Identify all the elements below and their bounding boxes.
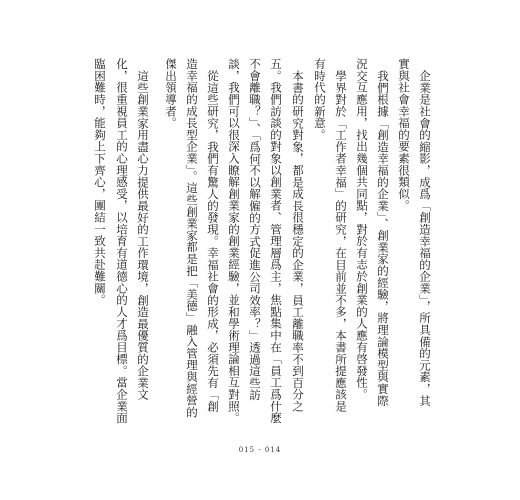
text-column: 這些創業家用盡心力提供最好的工作環境，創造最優質的企業文 (136, 70, 150, 401)
text-column: 況交互應用，找出幾個共同點，對於有志於創業的人應有啓發性。 (355, 58, 369, 401)
text-column: 不會離職？」、「爲何不以解僱的方式促進公司效率？」透過這些訪 (248, 58, 262, 401)
text-column: 化，很重視員工的心理感受，以培育有道德心的人才爲目標。當企業面 (115, 58, 129, 424)
text-column: 本書的研究對象，都是成長很穩定的企業，員工離職率不到百分之 (291, 70, 305, 413)
text-column: 從這些研究，我們有驚人的發現。幸福社會的形成，必須先有「創 (206, 70, 220, 413)
text-column: 造幸福的成長型企業」。這些創業家都是把「美德」融入管理與經營的 (185, 58, 199, 419)
text-column: 談，我們可以很深入瞭解創業家的創業經驗，並和學術理論相互對照。 (227, 58, 241, 424)
text-column: 企業是社會的縮影，成爲「創造幸福的企業」，所具備的元素，其 (418, 70, 432, 407)
text-column: 臨困難時，能夠上下齊心，團結一致共赴難關。 (93, 58, 107, 306)
text-column: 五。我們訪談的對象以創業者、管理層爲主，焦點集中在「員工爲什麼 (269, 58, 283, 424)
text-column: 實與社會幸福的要素很類似。 (397, 58, 411, 212)
text-column: 傑出領導者。 (164, 58, 178, 129)
text-column: 學界對於「工作者幸福」的研究，在目前並不多，本書所提應該是 (334, 70, 348, 413)
text-column: 我們根據「創造幸福的企業」、創業家的經驗，將理論模型與實際 (376, 70, 390, 407)
text-column: 有時代的新意。 (313, 58, 327, 141)
page-number: 015 - 014 (238, 446, 282, 454)
vertical-text-block (88, 58, 432, 438)
